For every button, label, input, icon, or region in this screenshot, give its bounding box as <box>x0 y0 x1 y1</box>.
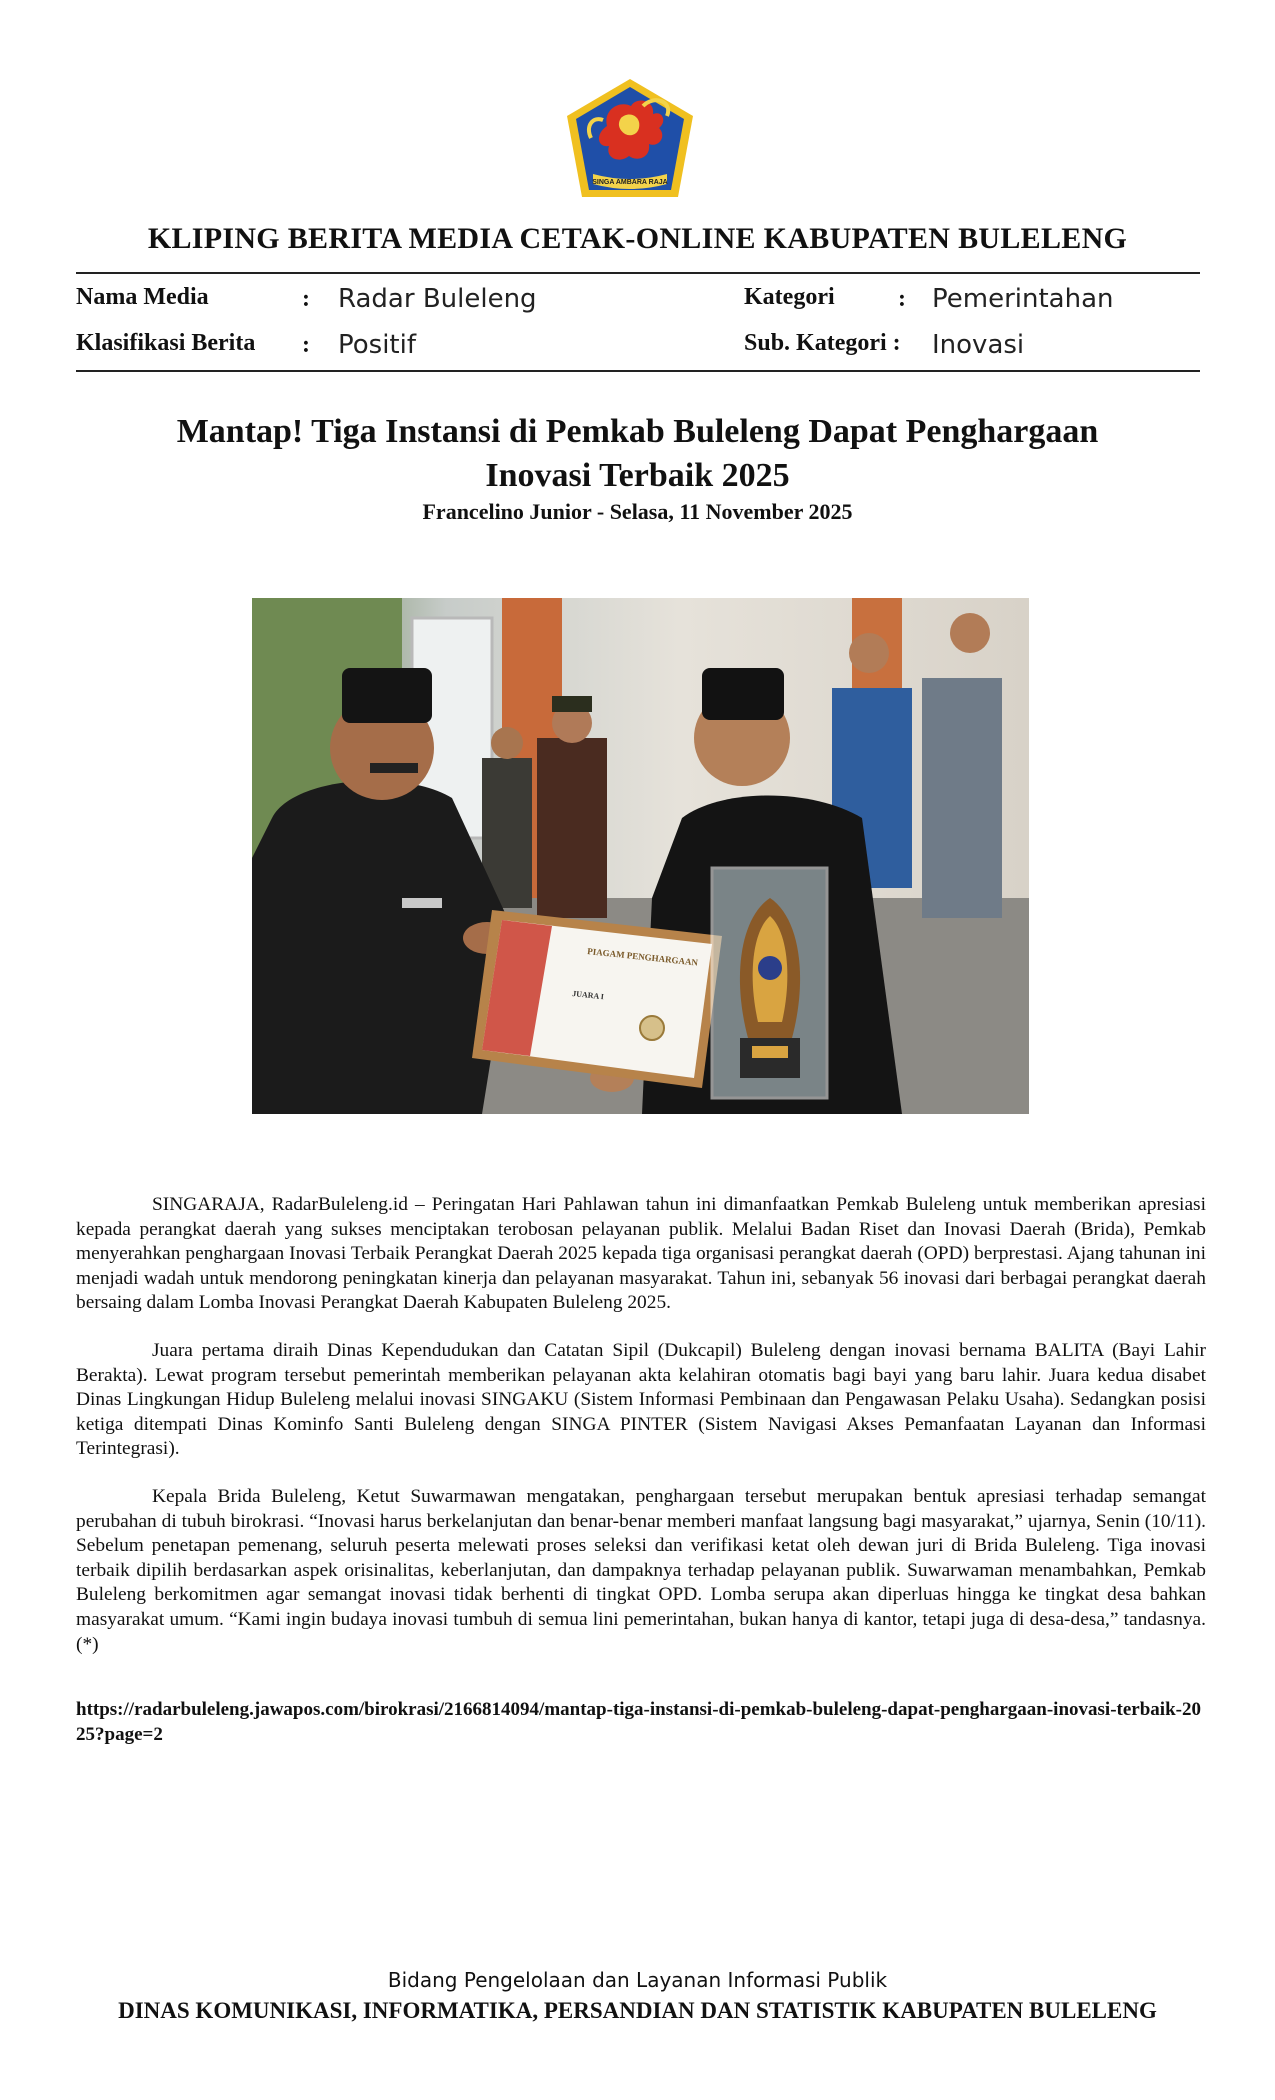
certificate-title: PIAGAM PENGHARGAAN <box>586 946 699 968</box>
header-divider-top <box>76 272 1200 274</box>
article-body <box>76 1193 1206 1680</box>
source-link[interactable]: https://radarbuleleng.jawapos.com/birokrasi/2166814094/mantap-tiga-instansi-di-pemkab-buleleng-dapat-penghargaan-inovasi-terbaik-2025?page=2 <box>76 1699 1201 1745</box>
footer-agency: DINAS KOMUNIKASI, INFORMATIKA, PERSANDIAN DAN STATISTIK KABUPATEN BULELENG <box>118 1998 1157 2023</box>
article-byline: Francelino Junior - Selasa, 11 November 2025 <box>422 499 853 524</box>
emblem-motto: SINGA AMBARA RAJA <box>592 179 668 186</box>
classification-label: Klasifikasi Berita <box>76 330 256 356</box>
subcategory-label: Sub. Kategori : <box>744 330 901 356</box>
media-colon: : <box>302 286 310 312</box>
category-value: Pemerintahan <box>932 284 1114 314</box>
header-divider-bottom <box>76 370 1200 372</box>
classification-colon: : <box>302 332 310 358</box>
buleleng-emblem-icon <box>563 76 697 200</box>
award-ceremony-photo <box>252 598 1029 1114</box>
classification-value: Positif <box>338 330 416 360</box>
headline-line-2: Inovasi Terbaik 2025 <box>485 457 790 494</box>
article-paragraph-1: SINGARAJA, RadarBuleleng.id – Peringatan Hari Pahlawan tahun ini dimanfaatkan Pemkab Buleleng untuk memberikan apresiasi kepada perangkat daerah yang sukses menciptakan terobosan pelayanan publik. Melalui Badan Riset dan Inovasi Daerah (Brida), Pemkab menyerahkan penghargaan Inovasi Terbaik Perangkat Daerah 2025 kepada tiga organisasi perangkat daerah (OPD) berprestasi. Ajang tahunan ini menjadi wadah untuk mendorong peningkatan kinerja dan pelayanan masyarakat. Tahun ini, sebanyak 56 inovasi dari berbagai perangkat daerah bersaing dalam Lomba Inovasi Perangkat Daerah Kabupaten Buleleng 2025. <box>76 1194 1206 1314</box>
article-headline <box>100 410 1175 498</box>
category-colon: : <box>898 286 906 312</box>
media-label: Nama Media <box>76 284 209 310</box>
kliping-title: KLIPING BERITA MEDIA CETAK-ONLINE KABUPATEN BULELENG <box>147 222 1128 255</box>
footer-department: Bidang Pengelolaan dan Layanan Informasi Publik <box>387 1968 888 1992</box>
media-value: Radar Buleleng <box>338 284 537 314</box>
subcategory-value: Inovasi <box>932 330 1025 360</box>
article-paragraph-3: Kepala Brida Buleleng, Ketut Suwarmawan mengatakan, penghargaan tersebut merupakan bentuk apresiasi terhadap semangat perubahan di tubuh birokrasi. “Inovasi harus berkelanjutan dan benar-benar memberi manfaat langsung bagi masyarakat,” ujarnya, Senin (10/11). Sebelum penetapan pemenang, seluruh peserta melewati proses seleksi dan verifikasi ketat oleh dewan juri di Brida Buleleng. Tiga inovasi terbaik dipilih berdasarkan aspek orisinalitas, keberlanjutan, dan dampaknya terhadap pelayanan publik. Suwarwaman menambahkan, Pemkab Buleleng berkomitmen agar semangat inovasi tidak berhenti di tingkat OPD. Lomba serupa akan diperluas hingga ke tingkat desa bahkan masyarakat umum. “Kami ingin budaya inovasi tumbuh di semua lini pemerintahan, bukan hanya di kantor, tetapi juga di desa-desa,” tandasnya. (*) <box>76 1485 1206 1655</box>
category-label: Kategori <box>744 284 835 310</box>
certificate-rank: JUARA I <box>571 989 605 1002</box>
article-paragraph-2: Juara pertama diraih Dinas Kependudukan dan Catatan Sipil (Dukcapil) Buleleng dengan inovasi bernama BALITA (Bayi Lahir Berakta). Lewat program tersebut pemerintah memberikan pelayanan akta kelahiran otomatis bagi bayi yang baru lahir. Juara kedua disabet Dinas Lingkungan Hidup Buleleng melalui inovasi SINGAKU (Sistem Informasi Pembinaan dan Pengawasan Pelaku Usaha). Sedangkan posisi ketiga ditempati Dinas Kominfo Santi Buleleng dengan SINGA PINTER (Sistem Navigasi Akses Pemanfaatan Layanan dan Informasi Terintegrasi). <box>76 1339 1206 1460</box>
headline-line-1: Mantap! Tiga Instansi di Pemkab Buleleng Dapat Penghargaan <box>176 413 1099 450</box>
